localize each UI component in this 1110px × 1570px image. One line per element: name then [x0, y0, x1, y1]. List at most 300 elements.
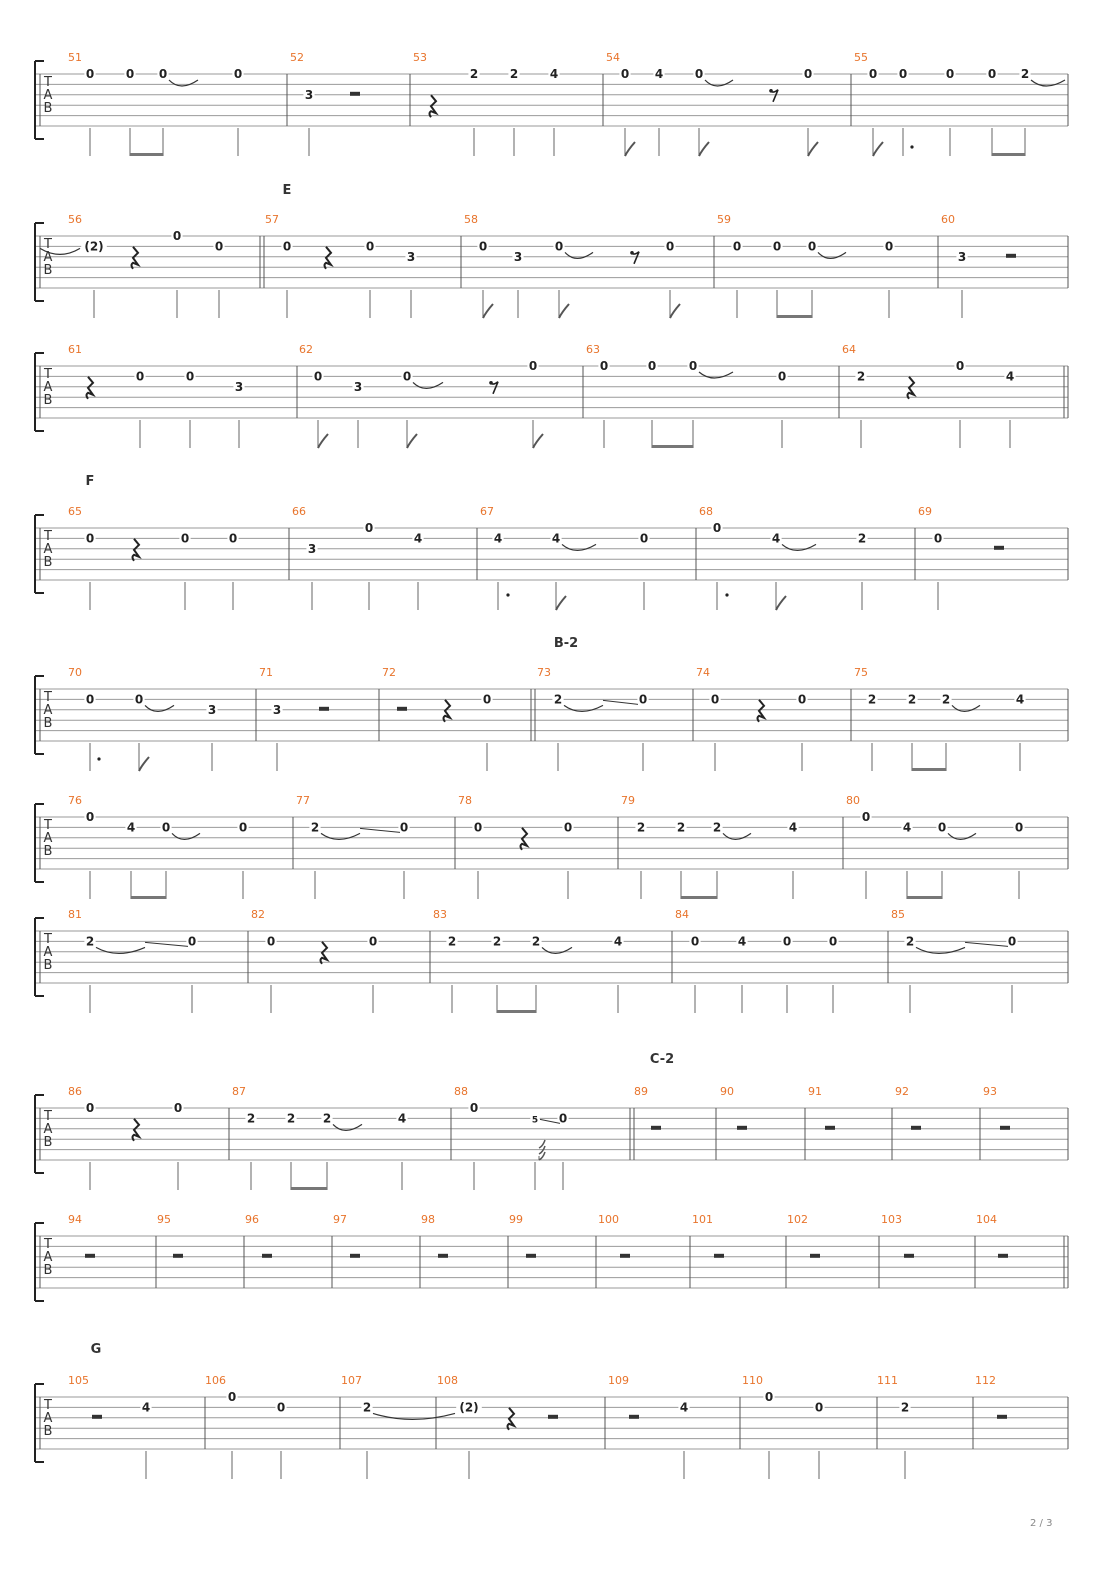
half-rest: [998, 1254, 1008, 1258]
tab-clef-letter: A: [43, 88, 53, 103]
measure-number: 93: [983, 1085, 997, 1098]
fret-number: 0: [180, 531, 190, 546]
fret-number: 0: [482, 692, 492, 707]
slide-line: [965, 942, 1008, 946]
fret-number: 2: [310, 820, 320, 835]
tab-clef-letter: B: [43, 101, 53, 116]
measure-number: 88: [454, 1085, 468, 1098]
measure-number: 68: [699, 505, 713, 518]
tie: [782, 544, 816, 550]
tie: [562, 544, 596, 550]
fret-number: 4: [397, 1111, 407, 1126]
fret-number: 2: [286, 1111, 296, 1126]
fret-number: 0: [898, 67, 908, 81]
fret-number: 4: [613, 934, 623, 949]
fret-number: 0: [620, 67, 630, 81]
measure-number: 76: [68, 794, 82, 807]
fret-number: 4: [771, 531, 781, 546]
fret-number: 0: [473, 820, 483, 835]
eighth-flag: [139, 757, 149, 771]
page-number: 2 / 3: [1030, 1518, 1053, 1529]
measure-number: 94: [68, 1213, 82, 1226]
half-rest: [548, 1415, 558, 1419]
measure-number: 74: [696, 666, 710, 679]
tab-clef-letter: A: [43, 945, 53, 960]
fret-number: 0: [528, 359, 538, 373]
fret-number: 0: [638, 692, 648, 707]
beam: [907, 896, 942, 899]
tie: [916, 947, 965, 953]
fret-number: 4: [902, 820, 912, 835]
fret-number: 0: [803, 67, 813, 81]
fret-number: 2: [676, 820, 686, 835]
fret-number: 0: [313, 369, 323, 384]
beam: [912, 768, 946, 771]
fret-number: 4: [551, 531, 561, 546]
measure-number: 92: [895, 1085, 909, 1098]
fret-number: 0: [364, 521, 374, 535]
half-rest: [173, 1254, 183, 1258]
eighth-flag: [625, 142, 635, 156]
measure-number: 89: [634, 1085, 648, 1098]
fret-number: 0: [807, 239, 817, 254]
fret-number: 0: [955, 359, 965, 373]
fret-number: 2: [447, 934, 457, 949]
tab-clef-letter: B: [43, 1135, 53, 1150]
fret-number: 0: [266, 934, 276, 949]
fret-number: 0: [1007, 934, 1017, 949]
measure-number: 58: [464, 213, 478, 226]
eighth-rest-dot: [630, 251, 634, 255]
measure-number: 111: [877, 1374, 898, 1387]
beam: [681, 896, 717, 899]
quarter-rest: [521, 828, 528, 850]
fret-number: 3: [513, 249, 523, 264]
half-rest: [737, 1126, 747, 1130]
dotted-note: [97, 757, 100, 760]
quarter-rest: [132, 247, 139, 269]
quarter-rest: [133, 1119, 140, 1141]
tab-clef-letter: T: [44, 690, 52, 705]
tab-clef-letter: T: [44, 1109, 52, 1124]
fret-number: 0: [814, 1400, 824, 1415]
measure-number: 77: [296, 794, 310, 807]
measure-number: 90: [720, 1085, 734, 1098]
fret-number: 2: [907, 692, 917, 707]
fret-number: 0: [134, 692, 144, 707]
tie: [723, 833, 751, 839]
half-rest: [629, 1415, 639, 1419]
fret-number: 0: [365, 239, 375, 254]
half-rest: [810, 1254, 820, 1258]
beam: [130, 153, 163, 156]
fret-number: 3: [307, 541, 317, 556]
tie: [564, 705, 603, 711]
measure-number: 71: [259, 666, 273, 679]
slide-line: [540, 1119, 560, 1123]
measure-number: 73: [537, 666, 551, 679]
measure-number: 106: [205, 1374, 226, 1387]
tie: [948, 833, 976, 839]
half-rest: [825, 1126, 835, 1130]
fret-number: 4: [141, 1400, 151, 1415]
fret-number: 0: [558, 1111, 568, 1126]
measure-number: 52: [290, 51, 304, 64]
tie: [818, 252, 846, 258]
tie: [321, 833, 360, 839]
fret-number: 0: [945, 67, 955, 81]
tab-clef-letter: B: [43, 844, 53, 859]
tie: [145, 705, 174, 711]
fret-number: 0: [694, 67, 704, 81]
tab-clef-letter: B: [43, 1424, 53, 1439]
fret-number: 0: [158, 67, 168, 81]
measure-number: 60: [941, 213, 955, 226]
tie: [952, 705, 980, 711]
fret-number: 4: [1015, 692, 1025, 707]
fret-number: 2: [492, 934, 502, 949]
fret-number: 0: [710, 692, 720, 707]
tie: [333, 1124, 362, 1130]
slide-line: [360, 828, 400, 832]
fret-number: 0: [228, 531, 238, 546]
eighth-flag: [699, 142, 709, 156]
measure-number: 70: [68, 666, 82, 679]
measure-number: 104: [976, 1213, 997, 1226]
measure-number: 112: [975, 1374, 996, 1387]
measure-number: 72: [382, 666, 396, 679]
fret-number: 0: [599, 359, 609, 373]
measure-number: 97: [333, 1213, 347, 1226]
eighth-flag: [407, 434, 417, 448]
measure-number: 54: [606, 51, 620, 64]
beam: [497, 1010, 536, 1013]
measure-number: 67: [480, 505, 494, 518]
measure-number: 95: [157, 1213, 171, 1226]
section-label: E: [282, 183, 292, 198]
quarter-rest: [87, 377, 94, 399]
eighth-flag: [873, 142, 883, 156]
tab-clef-letter: A: [43, 703, 53, 718]
section-label: G: [90, 1342, 102, 1357]
fret-number: 0: [368, 934, 378, 949]
eighth-flag: [808, 142, 818, 156]
slide-line: [603, 700, 638, 704]
tie: [705, 80, 733, 86]
tie: [1031, 80, 1065, 86]
tab-clef-letter: T: [44, 75, 52, 90]
fret-number: 2: [531, 934, 541, 949]
fret-number: 0: [782, 934, 792, 949]
measure-number: 102: [787, 1213, 808, 1226]
tab-clef-letter: A: [43, 250, 53, 265]
fret-number: 4: [549, 67, 559, 81]
fret-number: 0: [85, 692, 95, 707]
fret-number: 2: [509, 67, 519, 81]
fret-number: 2: [636, 820, 646, 835]
beam: [992, 153, 1025, 156]
beam: [652, 445, 693, 448]
fret-number: 0: [688, 359, 698, 373]
measure-number: 83: [433, 908, 447, 921]
tab-clef-letter: A: [43, 1250, 53, 1265]
fret-number: 0: [732, 239, 742, 254]
tab-clef-letter: A: [43, 380, 53, 395]
fret-number: 4: [126, 820, 136, 835]
tab-clef-letter: B: [43, 555, 53, 570]
measure-number: 86: [68, 1085, 82, 1098]
measure-number: 78: [458, 794, 472, 807]
quarter-rest: [508, 1408, 515, 1430]
measure-number: 56: [68, 213, 82, 226]
fret-number: 2: [469, 67, 479, 81]
fret-number: 2: [553, 692, 563, 707]
eighth-flag: [483, 304, 493, 318]
half-rest: [350, 92, 360, 96]
tab-clef-letter: A: [43, 831, 53, 846]
half-rest: [714, 1254, 724, 1258]
measure-number: 105: [68, 1374, 89, 1387]
fret-number: 4: [413, 531, 423, 546]
eighth-flag: [318, 434, 328, 448]
fret-number: 3: [272, 702, 282, 717]
fret-number: 0: [777, 369, 787, 384]
tab-clef-letter: B: [43, 393, 53, 408]
half-rest: [526, 1254, 536, 1258]
tab-clef-letter: T: [44, 367, 52, 382]
eighth-flag: [776, 596, 786, 610]
fret-number: 0: [238, 820, 248, 835]
quarter-rest: [444, 700, 451, 722]
fret-number: 3: [234, 379, 244, 394]
half-rest: [350, 1254, 360, 1258]
measure-number: 80: [846, 794, 860, 807]
half-rest: [997, 1415, 1007, 1419]
fret-number: 0: [712, 521, 722, 535]
tab-clef-letter: T: [44, 818, 52, 833]
fret-number: 0: [828, 934, 838, 949]
measure-number: 82: [251, 908, 265, 921]
fret-number: 2: [856, 369, 866, 384]
fret-number: 0: [764, 1390, 774, 1404]
fret-number: 0: [282, 239, 292, 254]
fret-number: 3: [957, 249, 967, 264]
measure-number: 99: [509, 1213, 523, 1226]
fret-number: 3: [353, 379, 363, 394]
section-label: F: [85, 474, 95, 489]
half-rest: [92, 1415, 102, 1419]
fret-number: 3: [406, 249, 416, 264]
measure-number: 108: [437, 1374, 458, 1387]
fret-number: 2: [1020, 67, 1030, 81]
measure-number: 87: [232, 1085, 246, 1098]
dotted-note: [506, 593, 509, 596]
measure-number: 59: [717, 213, 731, 226]
half-rest: [1006, 254, 1016, 258]
tie: [172, 833, 200, 839]
fret-number: 0: [173, 1101, 183, 1115]
half-rest: [85, 1254, 95, 1258]
half-rest: [262, 1254, 272, 1258]
fret-number: 0: [135, 369, 145, 384]
measure-number: 64: [842, 343, 856, 356]
half-rest: [994, 546, 1004, 550]
measure-number: 53: [413, 51, 427, 64]
tie: [169, 80, 198, 86]
quarter-rest: [758, 700, 765, 722]
fret-number: 0: [233, 67, 243, 81]
tab-clef-letter: T: [44, 932, 52, 947]
measure-number: 100: [598, 1213, 619, 1226]
fret-number: 0: [639, 531, 649, 546]
quarter-rest: [430, 95, 437, 117]
fret-number: 4: [737, 934, 747, 949]
tie: [373, 1413, 455, 1419]
measure-number: 61: [68, 343, 82, 356]
fret-number: 2: [712, 820, 722, 835]
measure-number: 66: [292, 505, 306, 518]
measure-number: 75: [854, 666, 868, 679]
measure-number: 65: [68, 505, 82, 518]
measure-number: 63: [586, 343, 600, 356]
fret-number: 0: [868, 67, 878, 81]
fret-number: 0: [1014, 820, 1024, 835]
fret-number: 0: [937, 820, 947, 835]
fret-number: 0: [797, 692, 807, 707]
dotted-note: [910, 145, 913, 148]
half-rest: [651, 1126, 661, 1130]
fret-number: 0: [884, 239, 894, 254]
fret-number: 0: [161, 820, 171, 835]
measure-number: 109: [608, 1374, 629, 1387]
tab-clef-letter: B: [43, 716, 53, 731]
fret-number: 0: [772, 239, 782, 254]
fret-number: 0: [933, 531, 943, 546]
measure-number: 81: [68, 908, 82, 921]
half-rest: [904, 1254, 914, 1258]
fret-number: 2: [85, 934, 95, 949]
section-label: C-2: [649, 1052, 675, 1067]
fret-number: 0: [172, 229, 182, 243]
half-rest: [620, 1254, 630, 1258]
fret-number: 0: [214, 239, 224, 254]
measure-number: 62: [299, 343, 313, 356]
tab-clef-letter: B: [43, 958, 53, 973]
measure-number: 79: [621, 794, 635, 807]
fret-number: 0: [554, 239, 564, 254]
measure-number: 85: [891, 908, 905, 921]
fret-number: 4: [679, 1400, 689, 1415]
section-label: B-2: [553, 636, 579, 651]
fret-number: 0: [469, 1101, 479, 1115]
quarter-rest: [133, 539, 140, 561]
measure-number: 51: [68, 51, 82, 64]
fret-number: 2: [362, 1400, 372, 1415]
half-rest: [911, 1126, 921, 1130]
eighth-flag: [556, 596, 566, 610]
fret-number: 0: [987, 67, 997, 81]
fret-number: 0: [276, 1400, 286, 1415]
tie: [413, 382, 443, 388]
eighth-rest-dot: [769, 89, 773, 93]
tab-clef-letter: T: [44, 1237, 52, 1252]
tab-clef-letter: B: [43, 1263, 53, 1278]
fret-number: 0: [85, 1101, 95, 1115]
fret-number: 2: [941, 692, 951, 707]
fret-number: 2: [246, 1111, 256, 1126]
beam: [291, 1187, 327, 1190]
tie: [699, 372, 733, 378]
fret-number: 0: [399, 820, 409, 835]
fret-number: 0: [861, 810, 871, 824]
measure-number: 96: [245, 1213, 259, 1226]
fret-number: 4: [493, 531, 503, 546]
fret-number: 0: [665, 239, 675, 254]
measure-number: 98: [421, 1213, 435, 1226]
fret-number: 3: [304, 87, 314, 102]
fret-number: 4: [654, 67, 664, 81]
fret-number: 2: [867, 692, 877, 707]
eighth-flag: [533, 434, 543, 448]
fret-number: 3: [207, 702, 217, 717]
measure-number: 103: [881, 1213, 902, 1226]
fret-number: 0: [563, 820, 573, 835]
measure-number: 55: [854, 51, 868, 64]
fret-number: 2: [857, 531, 867, 546]
fret-number: 0: [85, 810, 95, 824]
eighth-flag: [670, 304, 680, 318]
eighth-rest-dot: [489, 381, 493, 385]
dotted-note: [725, 593, 728, 596]
measure-number: 69: [918, 505, 932, 518]
half-rest: [319, 707, 329, 711]
fret-number: 0: [647, 359, 657, 373]
fret-number: 2: [322, 1111, 332, 1126]
half-rest: [438, 1254, 448, 1258]
fret-number: 2: [905, 934, 915, 949]
half-rest: [397, 707, 407, 711]
tab-clef-letter: T: [44, 1398, 52, 1413]
fret-number: 0: [125, 67, 135, 81]
slide-line: [145, 942, 188, 946]
quarter-rest: [321, 942, 328, 964]
half-rest: [1000, 1126, 1010, 1130]
fret-number: 4: [1005, 369, 1015, 384]
tab-clef-letter: A: [43, 1411, 53, 1426]
measure-number: 91: [808, 1085, 822, 1098]
fret-number: 0: [85, 67, 95, 81]
eighth-flag: [559, 304, 569, 318]
measure-number: 84: [675, 908, 689, 921]
tab-clef-letter: A: [43, 542, 53, 557]
measure-number: 57: [265, 213, 279, 226]
fret-number: 0: [85, 531, 95, 546]
beam: [131, 896, 166, 899]
tie: [96, 947, 145, 953]
fret-number: 4: [788, 820, 798, 835]
fret-number: 0: [402, 369, 412, 384]
beam: [777, 315, 812, 318]
fret-number: (2): [459, 1400, 479, 1415]
measure-number: 107: [341, 1374, 362, 1387]
tab-clef-letter: B: [43, 263, 53, 278]
fret-number: 0: [185, 369, 195, 384]
fret-number: 0: [227, 1390, 237, 1404]
quarter-rest: [908, 377, 915, 399]
fret-number: (2): [84, 239, 104, 254]
fret-number: 2: [900, 1400, 910, 1415]
fret-number: 5: [531, 1115, 539, 1126]
